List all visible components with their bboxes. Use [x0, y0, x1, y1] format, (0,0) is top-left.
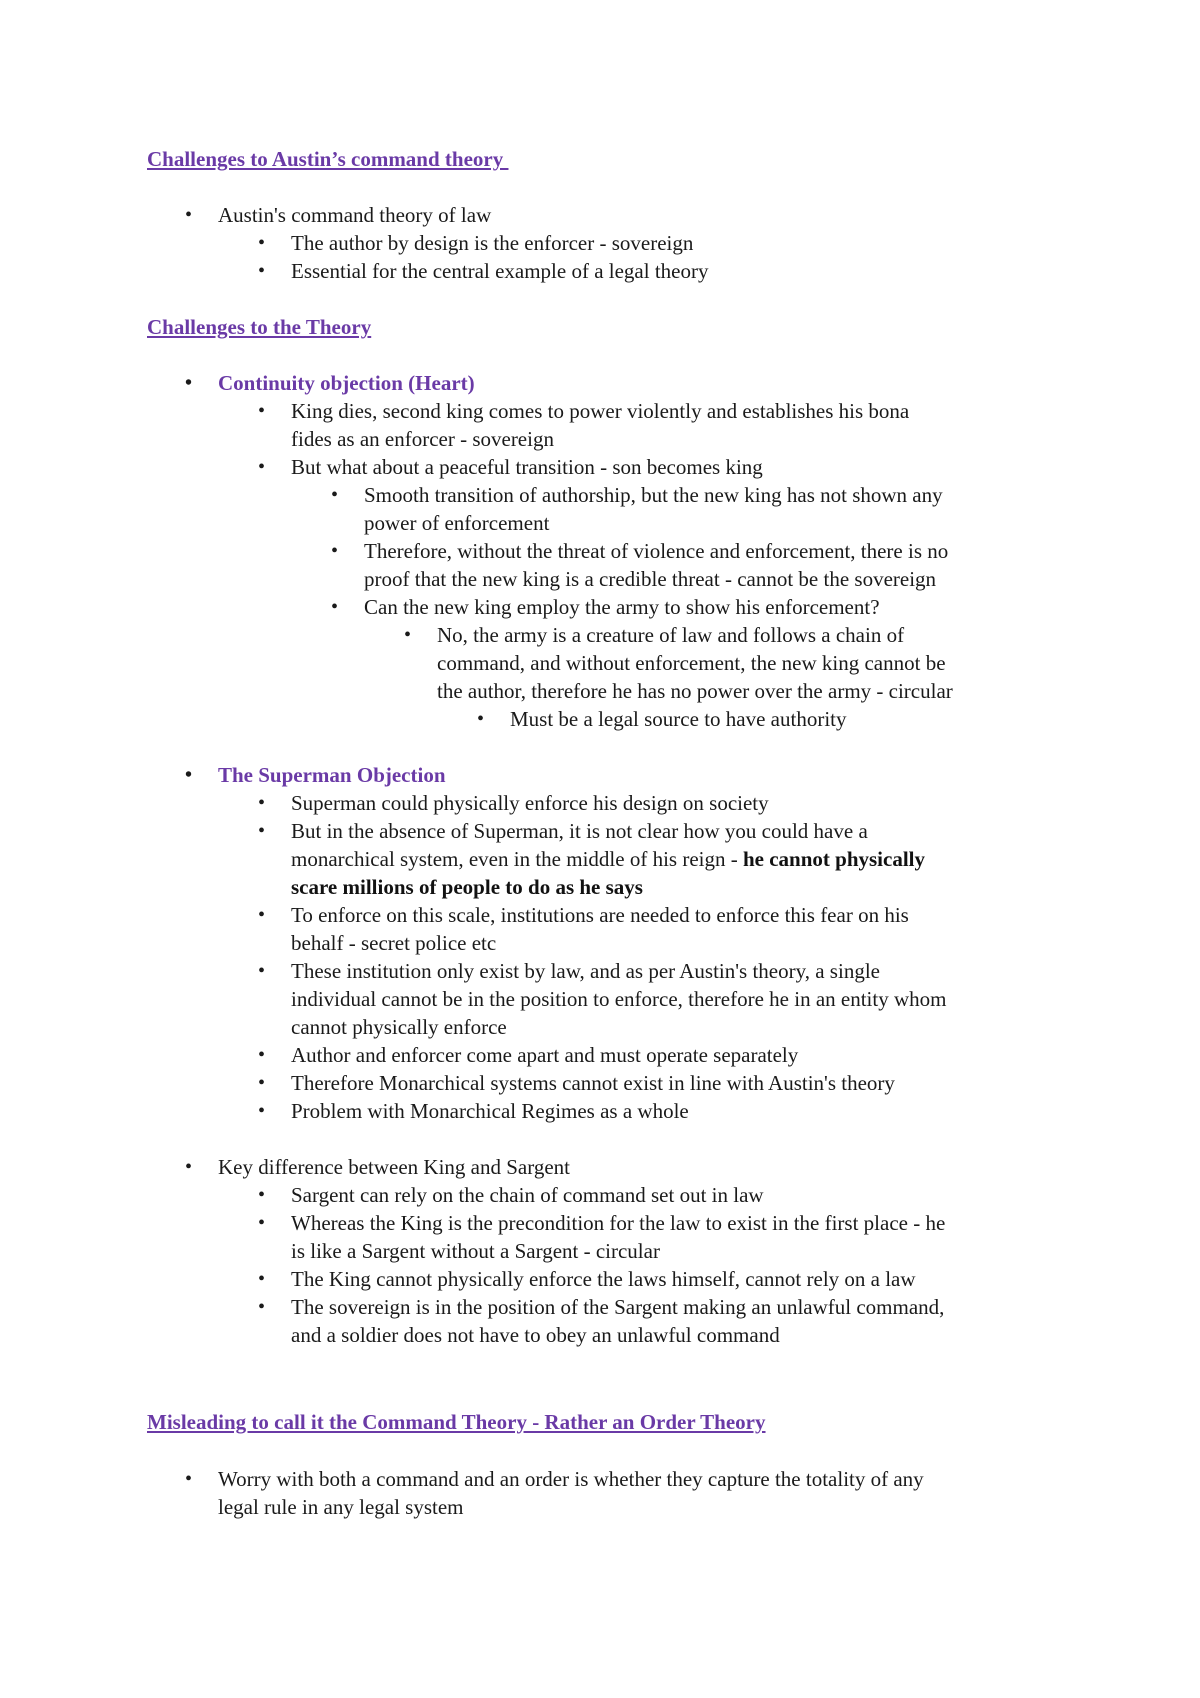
- list-item: • Essential for the central example of a legal theory: [291, 257, 709, 285]
- list-item: [291, 957, 946, 1041]
- list-item: [291, 1209, 945, 1265]
- list-item: • Must be a legal source to have authority: [510, 705, 846, 733]
- list-item-line: the author, therefore he has no power over the army - circular: [437, 679, 953, 703]
- list-item-line: cannot physically enforce: [291, 1015, 507, 1039]
- list-item-line: • These institution only exist by law, and as per Austin's theory, a single: [291, 959, 880, 983]
- list-item-line: • The sovereign is in the position of the Sargent making an unlawful command,: [291, 1295, 945, 1319]
- list-item-line: command, and without enforcement, the new king cannot be: [437, 651, 946, 675]
- list-item-line: • Whereas the King is the precondition for the law to exist in the first place - he: [291, 1211, 946, 1235]
- list-item: • Author and enforcer come apart and must operate separately: [291, 1041, 798, 1069]
- list-item-line: behalf - secret police etc: [291, 931, 497, 955]
- list-item: [364, 481, 943, 537]
- list-item: • The King cannot physically enforce the laws himself, cannot rely on a law: [291, 1265, 916, 1293]
- section-heading-challenges-to-theory: Challenges to the Theory: [147, 315, 372, 339]
- section-heading-misleading-command-theory: Misleading to call it the Command Theory - Rather an Order Theory: [147, 1410, 766, 1434]
- list-item: • Can the new king employ the army to show his enforcement?: [364, 593, 880, 621]
- list-item-line: [291, 845, 925, 873]
- bold-emphasis: he cannot physically: [742, 847, 925, 871]
- superman-objection-title: • The Superman Objection: [218, 761, 446, 789]
- list-item-line: fides as an enforcer - sovereign: [291, 427, 554, 451]
- list-item-line: legal rule in any legal system: [218, 1495, 464, 1519]
- section-heading-austin-command-theory: Challenges to Austin’s command theory: [147, 147, 509, 171]
- list-item: • Superman could physically enforce his design on society: [291, 789, 769, 817]
- list-item-line: individual cannot be in the position to enforce, therefore he in an entity whom: [291, 987, 947, 1011]
- list-item: • But what about a peaceful transition - son becomes king: [291, 453, 763, 481]
- list-item: • Sargent can rely on the chain of command set out in law: [291, 1181, 764, 1209]
- list-item: • Key difference between King and Sargent: [218, 1153, 570, 1181]
- list-item-line: is like a Sargent without a Sargent - circular: [291, 1239, 660, 1263]
- bold-emphasis-line: scare millions of people to do as he says: [291, 875, 643, 899]
- list-item-line: and a soldier does not have to obey an unlawful command: [291, 1323, 780, 1347]
- list-item-line: • Worry with both a command and an order is whether they capture the totality of any: [218, 1467, 924, 1491]
- list-item: [218, 1465, 924, 1521]
- list-item: [291, 397, 909, 453]
- list-item: [364, 537, 948, 593]
- list-item: [291, 817, 925, 901]
- list-item-line: • Therefore, without the threat of violence and enforcement, there is no: [364, 539, 949, 563]
- list-item-line: • But in the absence of Superman, it is not clear how you could have a: [291, 819, 868, 843]
- plain-text: monarchical system, even in the middle of his reign -: [291, 847, 743, 871]
- list-item-line: • Smooth transition of authorship, but the new king has not shown any: [364, 483, 943, 507]
- list-item: • Therefore Monarchical systems cannot exist in line with Austin's theory: [291, 1069, 895, 1097]
- list-item-line: • No, the army is a creature of law and follows a chain of: [437, 623, 905, 647]
- list-item-line: power of enforcement: [364, 511, 550, 535]
- list-item: • The author by design is the enforcer - sovereign: [291, 229, 693, 257]
- continuity-objection-title: • Continuity objection (Heart): [218, 369, 475, 397]
- list-item: [437, 621, 953, 705]
- list-item-line: proof that the new king is a credible threat - cannot be the sovereign: [364, 567, 937, 591]
- list-item: [291, 1293, 944, 1349]
- list-item-line: • To enforce on this scale, institutions are needed to enforce this fear on his: [291, 903, 909, 927]
- list-item: • Problem with Monarchical Regimes as a whole: [291, 1097, 689, 1125]
- list-item-line: • King dies, second king comes to power violently and establishes his bona: [291, 399, 910, 423]
- list-item: [291, 901, 909, 957]
- list-item: • Austin's command theory of law: [218, 201, 491, 229]
